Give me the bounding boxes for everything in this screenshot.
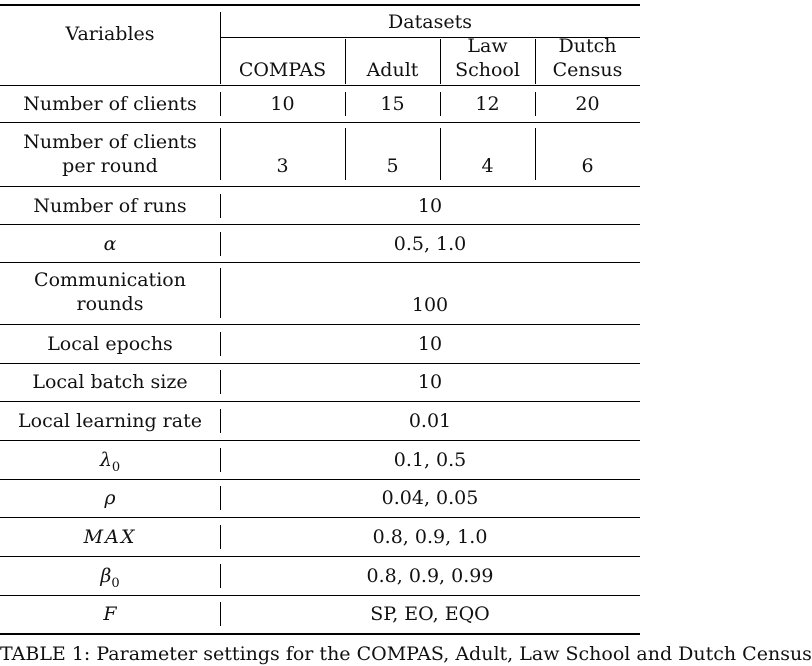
- dataset-law-school-header-line1: Law: [467, 35, 508, 57]
- row-label-local-learning-rate: Local learning rate: [18, 410, 202, 432]
- dataset-law-school-header-line2: School: [455, 59, 520, 81]
- cell-f-value: SP, EO, EQO: [370, 603, 490, 625]
- cell-clients-dutch-census: 20: [575, 93, 600, 115]
- row-rule: [0, 556, 640, 557]
- row-rule: [0, 517, 640, 518]
- cell-clients-compas: 10: [270, 93, 295, 115]
- row-rule: [0, 262, 640, 263]
- row-rule: [0, 186, 640, 187]
- cell-clients-adult: 15: [380, 93, 405, 115]
- cell-alpha-value: 0.5, 1.0: [393, 233, 467, 255]
- row-rule: [0, 363, 640, 364]
- beta-symbol: β: [100, 565, 112, 587]
- row-rule: [0, 224, 640, 225]
- dataset-dutch-census-header-line1: Dutch: [558, 35, 617, 57]
- bottom-rule: [0, 633, 640, 635]
- cell-rho-value: 0.04, 0.05: [381, 487, 479, 509]
- row-label-beta0: [0, 564, 220, 596]
- row-label-number-of-runs: Number of runs: [33, 195, 187, 217]
- row-label-number-of-clients: Number of clients: [23, 93, 197, 115]
- cell-clients-law-school: 12: [475, 93, 500, 115]
- cell-local-batch-size-value: 10: [417, 371, 443, 393]
- cell-max-value: 0.8, 0.9, 1.0: [372, 526, 488, 548]
- datasets-header: Datasets: [388, 11, 472, 33]
- cell-local-learning-rate-value: 0.01: [408, 410, 452, 432]
- table-caption: TABLE 1: Parameter settings for the COMPAS, Adult, Law School and Dutch Census: [0, 643, 812, 665]
- cell-lambda0-value: 0.1, 0.5: [393, 449, 467, 471]
- row-label-clients-per-round-line1: Number of clients: [23, 131, 197, 153]
- cell-beta0-value: 0.8, 0.9, 0.99: [366, 565, 494, 587]
- cell-local-epochs-value: 10: [417, 333, 443, 355]
- dataset-adult-header: Adult: [366, 59, 419, 81]
- lambda-subscript: 0: [111, 459, 121, 475]
- dataset-compas-header: COMPAS: [238, 59, 327, 81]
- variables-header: Variables: [65, 23, 155, 45]
- cell-runs-value: 10: [417, 195, 443, 217]
- cell-communication-rounds-value: 100: [411, 294, 449, 316]
- cell-per-round-law-school: 4: [481, 155, 494, 177]
- row-rule: [0, 122, 640, 123]
- row-rule: [0, 401, 640, 402]
- top-rule: [0, 4, 640, 6]
- header-rule: [0, 85, 640, 86]
- dataset-dutch-census-header-line2: Census: [552, 59, 623, 81]
- row-label-rho: ρ: [104, 487, 116, 509]
- cell-per-round-dutch-census: 6: [581, 155, 594, 177]
- lambda-symbol: λ: [99, 449, 112, 471]
- row-label-local-epochs: Local epochs: [47, 333, 173, 355]
- row-label-max: MAX: [83, 526, 137, 548]
- row-rule: [0, 324, 640, 325]
- row-label-local-batch-size: Local batch size: [32, 371, 188, 393]
- cell-per-round-compas: 3: [276, 155, 289, 177]
- row-label-lambda0: [0, 448, 220, 480]
- row-rule: [0, 440, 640, 441]
- row-label-f: F: [103, 603, 117, 625]
- cell-per-round-adult: 5: [386, 155, 399, 177]
- beta-subscript: 0: [111, 575, 120, 591]
- row-label-alpha: α: [103, 233, 117, 255]
- row-label-communication-rounds-line1: Communication: [34, 269, 186, 291]
- row-label-clients-per-round-line2: per round: [62, 155, 158, 177]
- row-label-communication-rounds-line2: rounds: [76, 293, 144, 315]
